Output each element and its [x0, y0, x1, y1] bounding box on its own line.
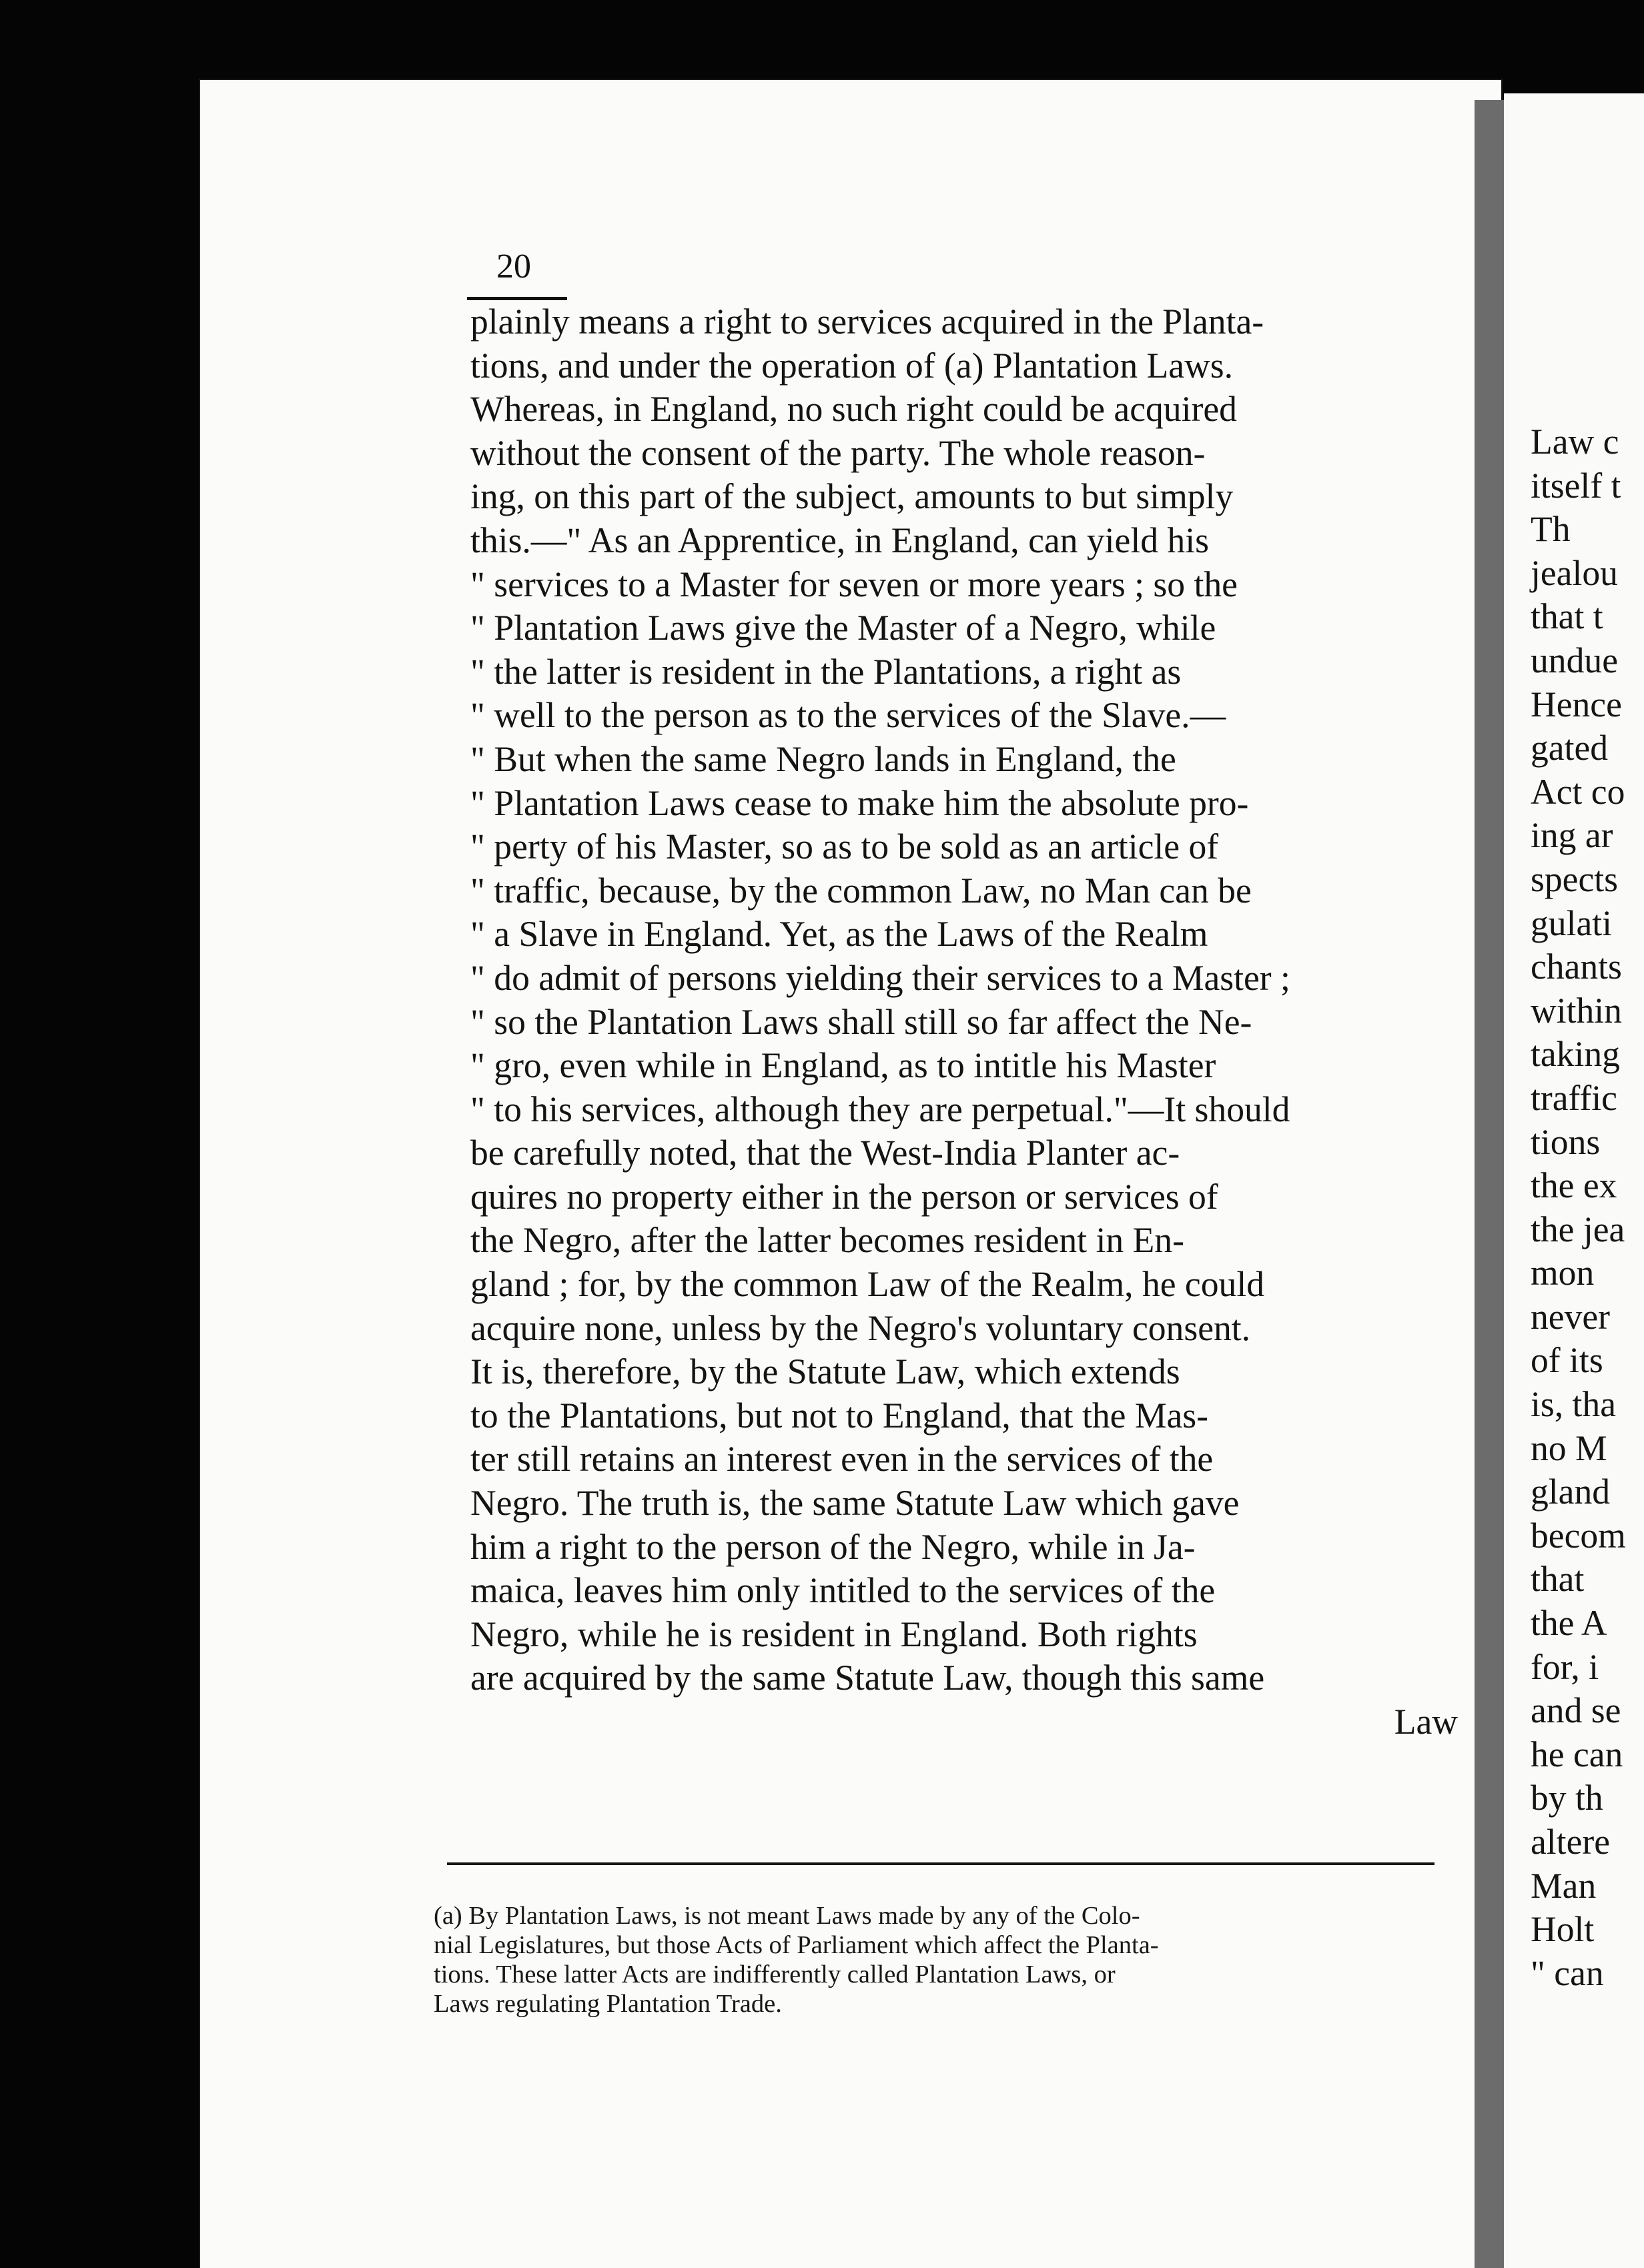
right-page-line: Man [1531, 1865, 1597, 1906]
text-line: " Plantation Laws give the Master of a Negro, while [470, 608, 1216, 648]
right-page-line: the jea [1531, 1209, 1625, 1249]
text-line: " perty of his Master, so as to be sold as an article of [470, 826, 1219, 867]
right-page-line: within [1531, 990, 1622, 1031]
text-line: Negro. The truth is, the same Statute Law which gave [470, 1483, 1240, 1524]
right-page-fragment [1504, 93, 1644, 2268]
right-page-line: that t [1531, 596, 1603, 637]
text-line: It is, therefore, by the Statute Law, which extends [470, 1351, 1180, 1392]
right-page-line: of its [1531, 1340, 1603, 1381]
right-page-line: Hence [1531, 684, 1622, 724]
text-line: are acquired by the same Statute Law, though this same [470, 1658, 1265, 1698]
text-line: ing, on this part of the subject, amounts to but simply [470, 476, 1234, 517]
right-page-line: tions [1531, 1121, 1601, 1162]
right-page-line: by th [1531, 1778, 1603, 1818]
right-page-line: is, tha [1531, 1384, 1617, 1425]
right-page-line: " can [1531, 1952, 1604, 1993]
text-line: to the Plantations, but not to England, that the Mas- [470, 1395, 1208, 1436]
text-line: " well to the person as to the services of the Slave.— [470, 695, 1226, 736]
footnote-separator-rule [447, 1862, 1434, 1865]
right-page-line: gated [1531, 728, 1609, 768]
footnote [434, 1901, 1448, 2019]
right-page-line: itself t [1531, 465, 1621, 506]
text-line: gland ; for, by the common Law of the Realm, he could [470, 1264, 1265, 1305]
right-page-line: jealou [1531, 552, 1618, 593]
right-page-line: undue [1531, 640, 1618, 680]
right-page-line: no M [1531, 1428, 1607, 1468]
text-line: the Negro, after the latter becomes resident in En- [470, 1220, 1184, 1261]
footnote-line: (a) By Plantation Laws, is not meant Laws made by any of the Colo- [434, 1902, 1140, 1930]
text-line: quires no property either in the person or services of [470, 1176, 1218, 1217]
footnote-line: Laws regulating Plantation Trade. [434, 1990, 782, 2018]
footnote-line: tions. These latter Acts are indifferently called Plantation Laws, or [434, 1960, 1116, 1989]
right-page-text [1531, 420, 1644, 1995]
text-line: " do admit of persons yielding their services to a Master ; [470, 957, 1290, 998]
text-line: " services to a Master for seven or more years ; so the [470, 564, 1238, 604]
text-line: " gro, even while in England, as to intitle his Master [470, 1045, 1216, 1086]
right-page-line: traffic [1531, 1077, 1617, 1118]
text-line: " the latter is resident in the Plantations, a right as [470, 651, 1182, 692]
text-line: maica, leaves him only intitled to the services of the [470, 1570, 1216, 1611]
right-page-line: the A [1531, 1603, 1607, 1644]
text-line: " Plantation Laws cease to make him the absolute pro- [470, 782, 1249, 823]
right-page-line: gulati [1531, 903, 1613, 943]
right-page-line: for, i [1531, 1646, 1599, 1687]
text-line: ter still retains an interest even in the services of the [470, 1439, 1214, 1480]
right-page-line: the ex [1531, 1165, 1617, 1206]
text-line: be carefully noted, that the West-India Planter ac- [470, 1133, 1180, 1173]
catchword: Law [1394, 1702, 1458, 1742]
text-line: him a right to the person of the Negro, while in Ja- [470, 1526, 1196, 1567]
text-line: plainly means a right to services acquired in the Planta- [470, 302, 1264, 342]
footnote-line: nial Legislatures, but those Acts of Parliament which affect the Planta- [434, 1931, 1159, 1959]
text-line: " so the Plantation Laws shall still so far affect the Ne- [470, 1001, 1252, 1042]
right-page-line: spects [1531, 859, 1618, 899]
right-page-line: taking [1531, 1034, 1620, 1075]
text-line: " traffic, because, by the common Law, no Man can be [470, 870, 1252, 911]
text-line: tions, and under the operation of (a) Plantation Laws. [470, 345, 1234, 386]
text-line: this.—" As an Apprentice, in England, can yield his [470, 520, 1209, 560]
text-line: " a Slave in England. Yet, as the Laws of the Realm [470, 914, 1208, 955]
body-text [470, 300, 1458, 1744]
text-line: without the consent of the party. The whole reason- [470, 432, 1206, 473]
right-page-line: and se [1531, 1690, 1621, 1731]
right-page-line: chants [1531, 947, 1622, 987]
text-line: acquire none, unless by the Negro's voluntary consent. [470, 1307, 1251, 1348]
right-page-line: Act co [1531, 771, 1625, 812]
right-page-line: he can [1531, 1734, 1623, 1774]
text-line: Whereas, in England, no such right could be acquired [470, 389, 1237, 430]
right-page-line: mon [1531, 1253, 1595, 1293]
right-page-line: becom [1531, 1515, 1626, 1556]
right-page-line: ing ar [1531, 815, 1613, 856]
right-page-line: Holt [1531, 1909, 1595, 1950]
right-page-line: Th [1531, 509, 1571, 550]
text-line: " to his services, although they are perpetual."—It should [470, 1089, 1290, 1129]
right-page-line: never [1531, 1296, 1611, 1337]
right-page-line: gland [1531, 1472, 1611, 1512]
text-line: " But when the same Negro lands in England, the [470, 738, 1176, 779]
book-gutter [1475, 100, 1504, 2268]
right-page-line: Law c [1531, 422, 1619, 462]
right-page-line: that [1531, 1559, 1585, 1600]
page-number: 20 [496, 247, 531, 286]
text-line: Negro, while he is resident in England. Both rights [470, 1614, 1198, 1654]
right-page-line: altere [1531, 1822, 1610, 1862]
